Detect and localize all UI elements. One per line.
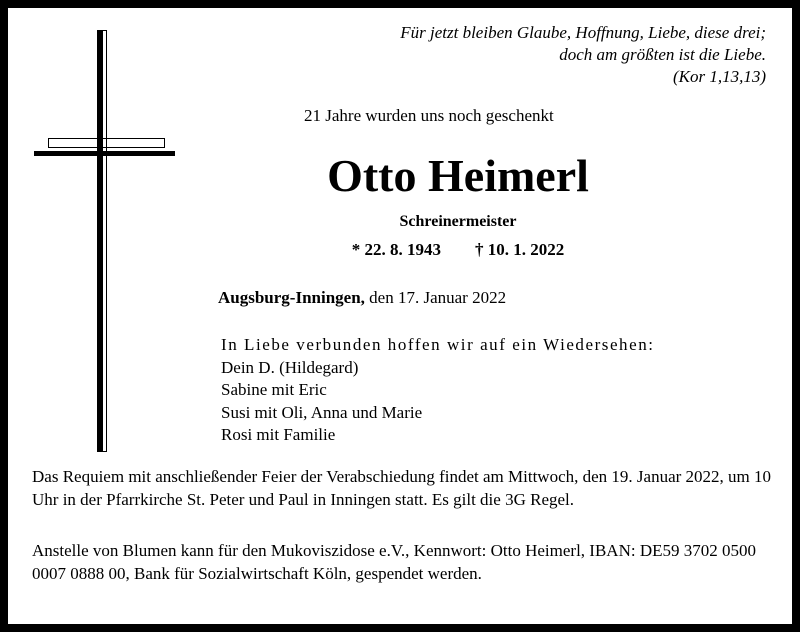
quote-line-2: doch am größten ist die Liebe. (559, 45, 766, 64)
place-date (218, 288, 506, 308)
quote-line-1: Für jetzt bleiben Glaube, Hoffnung, Liebe, diese drei; (400, 23, 766, 42)
deceased-profession: Schreinermeister (399, 213, 517, 230)
mourner-item: Dein D. (Hildegard) (221, 357, 359, 377)
mourners-list (221, 334, 655, 447)
date: den 17. Januar 2022 (364, 288, 507, 307)
donation-text: Anstelle von Blumen kann für den Mukoviszidose e.V., Kennwort: Otto Heimerl, IBAN: DE59 3702 0500 0007 0888 00, Bank für Sozialwirtschaft Köln, gespendet werden. (32, 541, 756, 583)
life-dates (248, 240, 668, 260)
mourners-intro: In Liebe verbunden hoffen wir auf ein Wiedersehen: (221, 335, 655, 354)
birth-date: * 22. 8. 1943 (351, 240, 441, 259)
obituary-notice (8, 8, 792, 624)
requiem-text: Das Requiem mit anschließender Feier der Verabschiedung findet am Mittwoch, den 19. Januar 2022, um 10 Uhr in der Pfarrkirche St. Peter und Paul in Inningen statt. Es gilt die 3G Regel. (32, 467, 772, 509)
mourner-item: Susi mit Oli, Anna und Marie (221, 402, 423, 422)
place: Augsburg-Inningen, (218, 288, 365, 307)
death-date: † 10. 1. 2022 (475, 240, 565, 259)
deceased-name: Otto Heimerl (327, 150, 589, 201)
mourner-item: Sabine mit Eric (221, 380, 327, 399)
lead-text: 21 Jahre wurden uns noch geschenkt (304, 106, 554, 125)
bible-quote (400, 22, 766, 88)
quote-reference: (Kor 1,13,13) (672, 67, 766, 86)
mourner-item: Rosi mit Familie (221, 425, 336, 444)
